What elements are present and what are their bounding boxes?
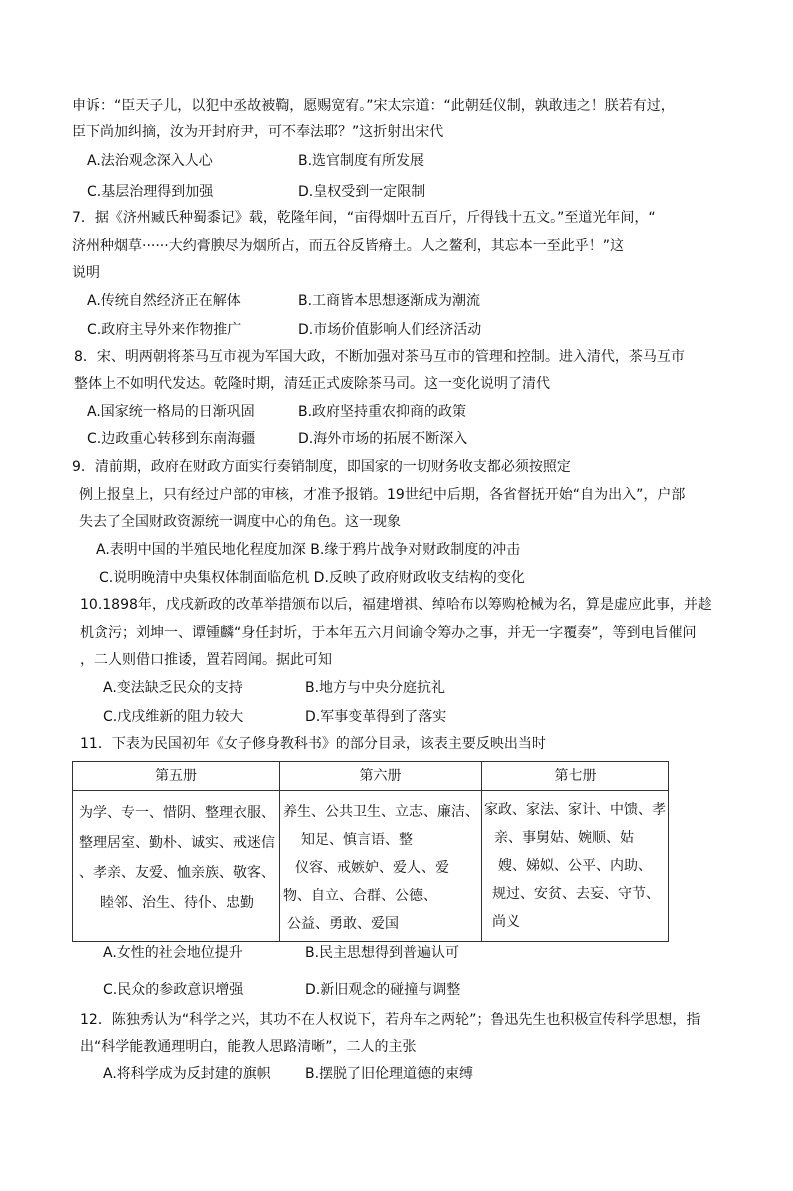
q10-option-a: A.变法缺乏民众的支持: [103, 680, 243, 696]
q10-option-c: C.戊戌维新的阻力较大: [103, 709, 244, 725]
table-cell-line: 养生、公共卫生、立志、廉洁、: [283, 804, 479, 820]
q10-option-d: D.军事变革得到了落实: [305, 709, 447, 725]
table-cell-line: 公益、勇敢、爱国: [287, 916, 399, 932]
q12-option-b: B.摆脱了旧伦理道德的束缚: [305, 1066, 474, 1082]
table-cell-vol6: [283, 798, 479, 938]
q11-option-c: C.民众的参政意识增强: [103, 982, 244, 998]
table-header-vol7: 第七册: [554, 768, 597, 784]
q9-options-cd: C.说明晚清中央集权体制面临危机 D.反映了政府财政收支结构的变化: [99, 570, 525, 586]
q7-option-b: B.工商皆本思想逐渐成为潮流: [298, 293, 481, 309]
q7-option-d: D.市场价值影响人们经济活动: [298, 322, 482, 338]
q8-option-c: C.边政重心转移到东南海疆: [87, 431, 256, 447]
q11-option-b: B.民主思想得到普遍认可: [305, 945, 460, 961]
q6-option-c: C.基层治理得到加强: [87, 184, 214, 200]
q10-option-b: B.地方与中央分庭抗礼: [305, 680, 446, 696]
q10-stem-line-1: 10.1898年，戊戌新政的改革举措颁布以后，福建增祺、绰哈布以筹购枪械为名，算是虚应此事，并趁: [80, 597, 712, 613]
table-cell-line: 嫂、娣姒、公平、内助、: [498, 858, 652, 874]
q7-option-a: A.传统自然经济正在解体: [87, 293, 241, 309]
table-header-vol6: 第六册: [359, 768, 402, 784]
q8-option-b: B.政府坚持重农抑商的政策: [298, 404, 467, 420]
q7-stem-line-3: 说明: [72, 265, 100, 281]
table-cell-line: 睦邻、治生、待仆、忠勤: [100, 895, 254, 911]
q7-option-c: C.政府主导外来作物推广: [87, 322, 242, 338]
table-cell-line: 整理居室、勤朴、诚实、戒迷信: [79, 835, 275, 851]
q8-stem-line-1: 8．宋、明两朝将茶马互市视为军国大政，不断加强对茶马互市的管理和控制。进入清代，茶马互市: [74, 349, 685, 365]
q8-option-a: A.国家统一格局的日渐巩固: [87, 404, 255, 420]
table-cell-vol5: [77, 798, 277, 918]
q10-stem-line-3: ，二人则借口推诿，置若罔闻。据此可知: [80, 652, 332, 668]
table-cell-line: 知足、慎言语、整: [301, 832, 413, 848]
table-cell-line: 仪容、戒嫉妒、爱人、爱: [295, 860, 449, 876]
q6-option-d: D.皇权受到一定限制: [298, 184, 426, 200]
q10-stem-line-2: 机贪污；刘坤一、谭锺麟“身任封圻，于本年五六月间谕令筹办之事，并无一字覆奏”，等到电旨催问: [80, 625, 697, 641]
q7-stem-line-1: 7．据《济州臧氏种蜀黍记》载，乾隆年间，“亩得烟叶五百斤，斤得钱十五文。”至道光年间，“: [72, 210, 656, 226]
table-divider: [481, 762, 482, 941]
q9-stem-line-1: 9．清前期，政府在财政方面实行奏销制度，即国家的一切财务收支都必须按照定: [72, 459, 571, 475]
q8-stem-line-2: 整体上不如明代发达。乾隆时期，清廷正式废除茶马司。这一变化说明了清代: [74, 376, 550, 392]
table-cell-line: 、孝亲、友爱、恤亲族、敬客、: [79, 865, 275, 881]
table-cell-line: 尚义: [492, 914, 520, 930]
table-cell-line: 规过、安贫、去妄、守节、: [492, 886, 660, 902]
table-header-divider: [73, 790, 668, 791]
q6-stem-line-2: 臣下尚加纠摘，汝为开封府尹，可不奉法耶？”这折射出宋代: [72, 124, 444, 140]
q11-option-a: A.女性的社会地位提升: [103, 945, 243, 961]
q11-stem: 11．下表为民国初年《女子修身教科书》的部分目录，该表主要反映出当时: [80, 736, 546, 752]
q11-table: [72, 761, 669, 942]
table-cell-line: 物、自立、合群、公德、: [283, 888, 437, 904]
q6-stem-line-1: 申诉：“臣天子儿，以犯中丞故被鞫，愿赐宽宥。”宋太宗道：“此朝廷仪制，孰敢违之！朕若有过，: [72, 98, 675, 114]
q9-options-ab: A.表明中国的半殖民地化程度加深 B.缘于鸦片战争对财政制度的冲击: [96, 542, 521, 558]
table-cell-line: 家政、家法、家计、中馈、孝: [484, 802, 666, 818]
q9-stem-line-3: 失去了全国财政资源统一调度中心的角色。这一现象: [79, 514, 401, 530]
q7-stem-line-2: 济州种烟草······大约膏腴尽为烟所占，而五谷反皆瘠土。人之鳌利，其忘本一至此乎！”这: [72, 238, 624, 254]
q11-option-d: D.新旧观念的碰撞与调整: [305, 982, 461, 998]
q9-stem-line-2: 例上报皇上，只有经过户部的审核，才准予报销。19世纪中后期，各省督抚开始“自为出入”，户部: [79, 487, 686, 503]
table-cell-vol7: [484, 796, 668, 936]
q12-stem-line-2: 出“科学能教通理明白，能教人思路清晰”，二人的主张: [80, 1039, 417, 1055]
table-cell-line: 亲、事舅姑、婉顺、姑: [494, 830, 634, 846]
q8-option-d: D.海外市场的拓展不断深入: [298, 431, 468, 447]
q6-option-b: B.选官制度有所发展: [298, 153, 425, 169]
table-cell-line: 为学、专一、惜阴、整理衣服、: [79, 805, 275, 821]
table-divider: [279, 762, 280, 941]
q12-option-a: A.将科学成为反封建的旗帜: [103, 1066, 271, 1082]
q12-stem-line-1: 12．陈独秀认为“科学之兴，其功不在人权说下，若舟车之两轮”；鲁迅先生也积极宣传科学思想，指: [80, 1012, 701, 1028]
table-header-vol5: 第五册: [155, 768, 197, 784]
q6-option-a: A.法治观念深入人心: [87, 153, 213, 169]
